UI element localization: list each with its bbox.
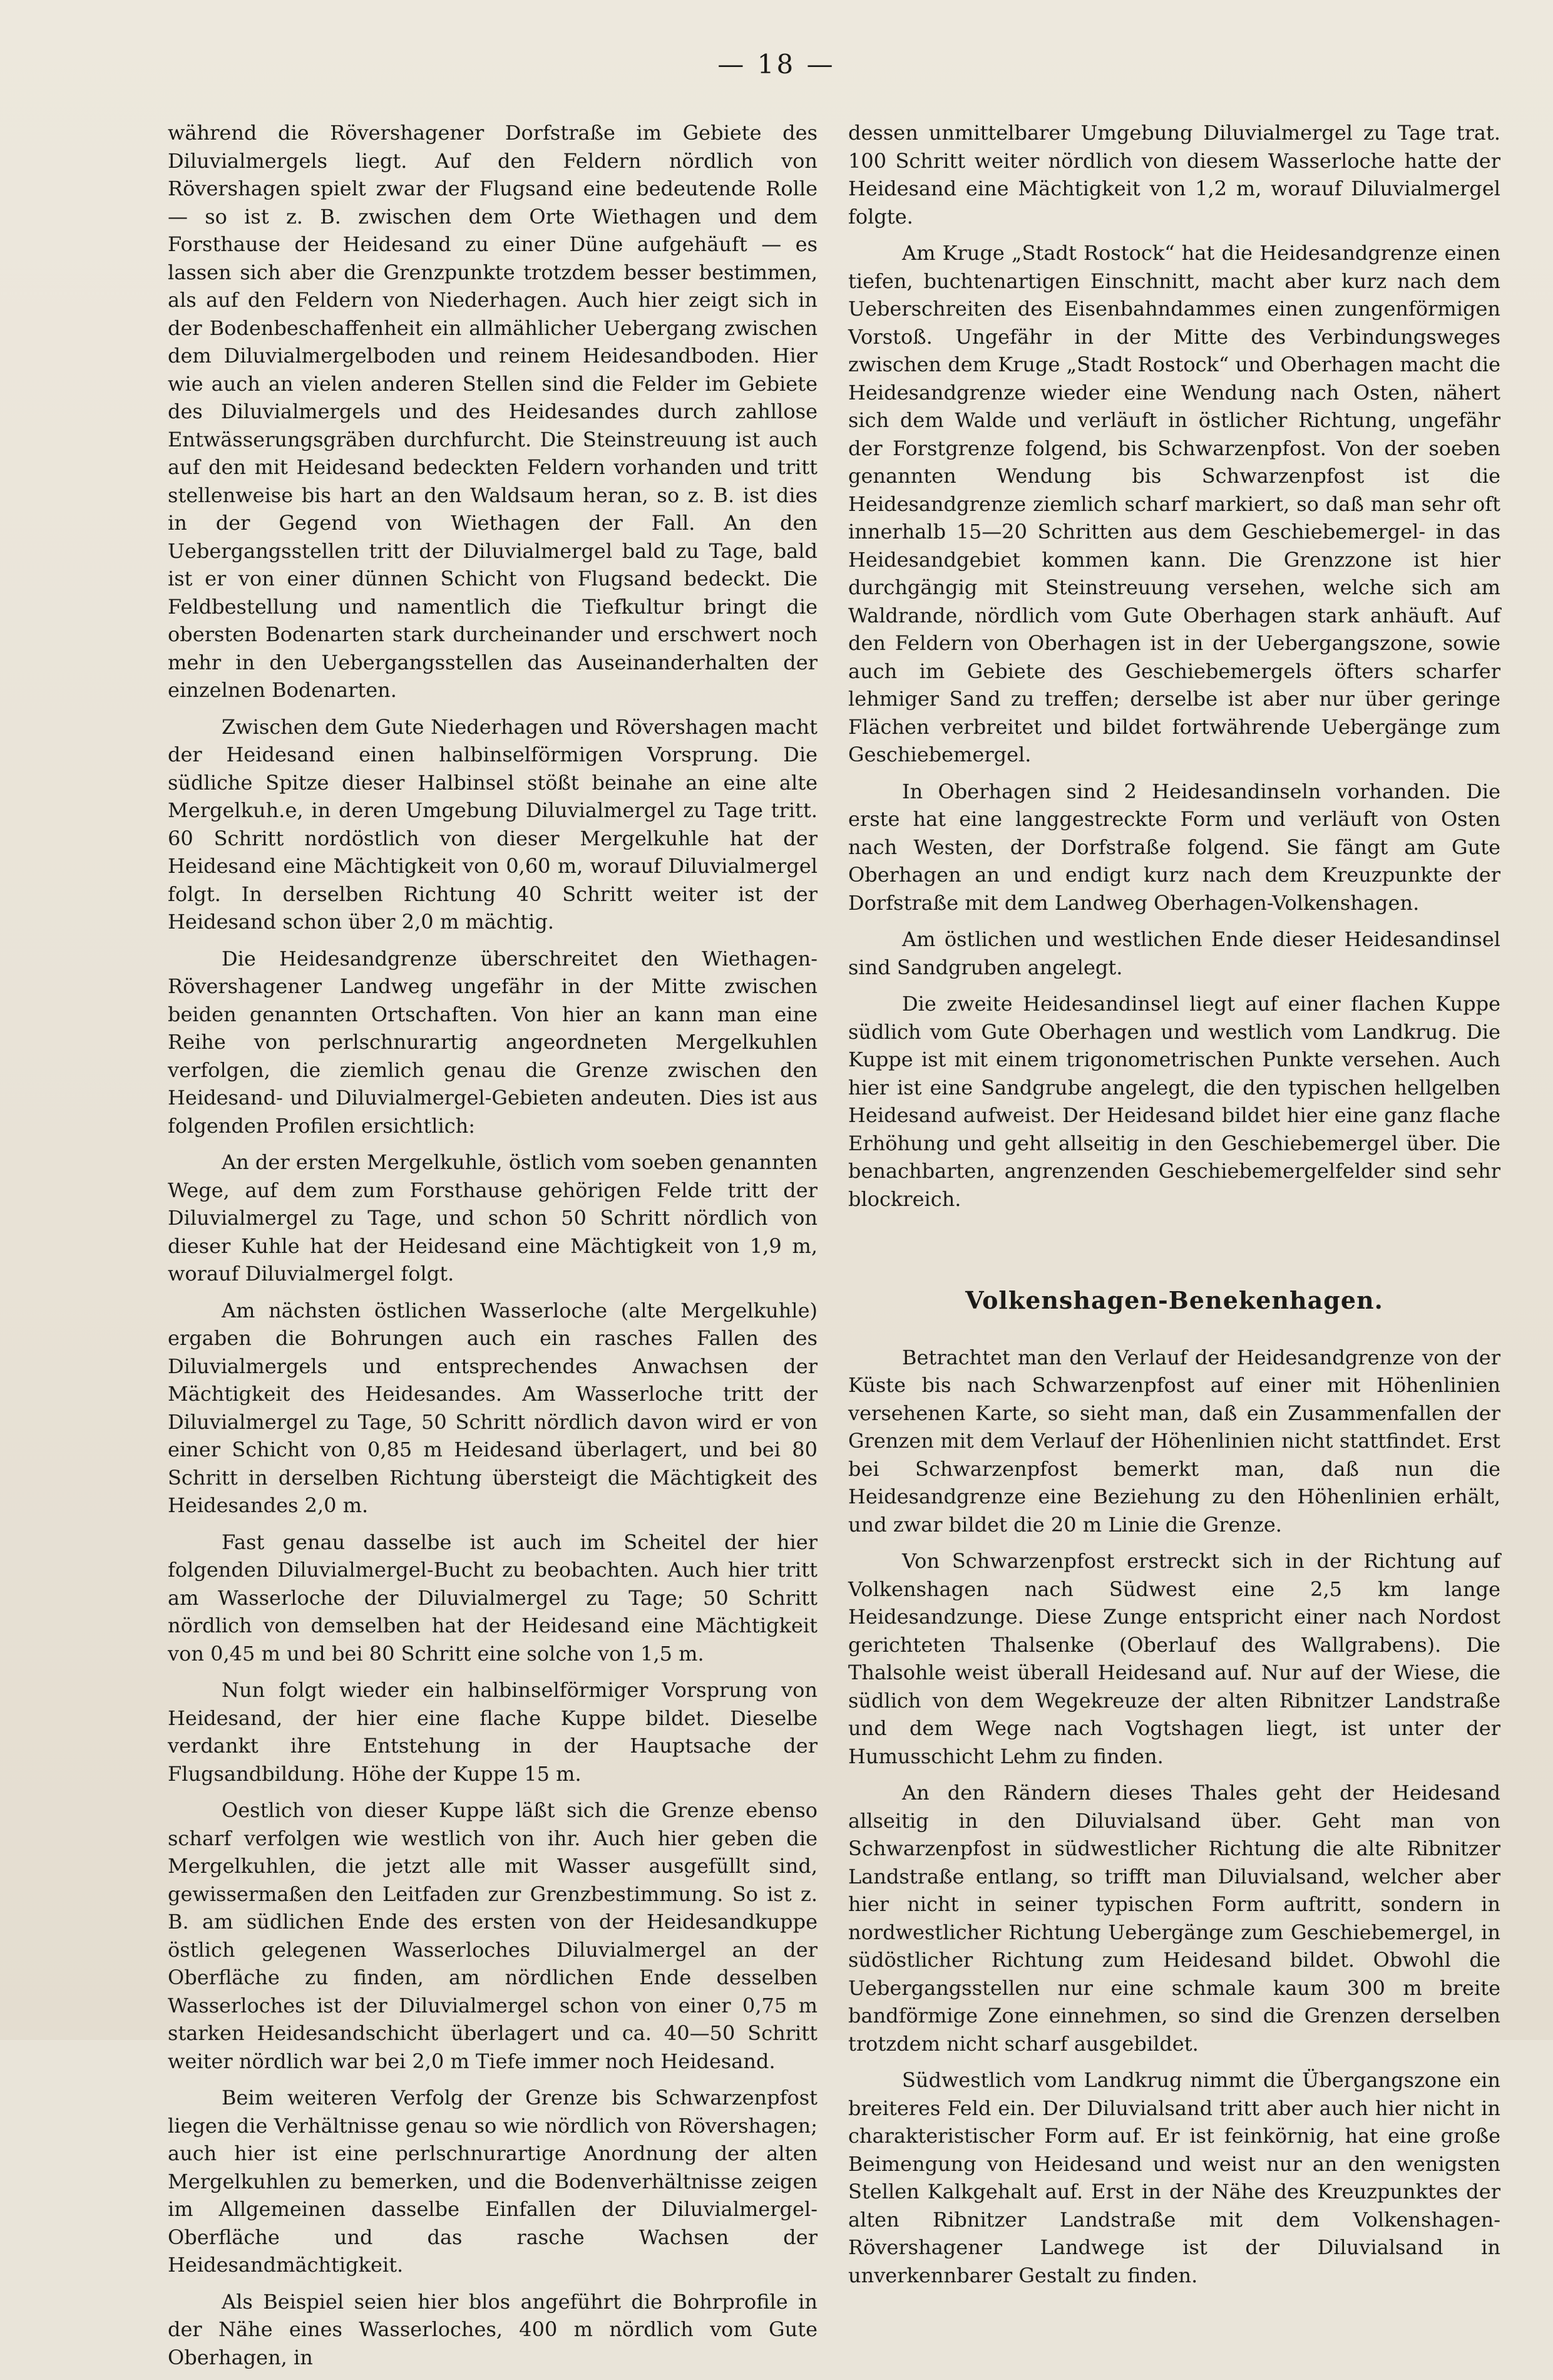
paragraph: Die zweite Heidesandinsel liegt auf einer flachen Kuppe südlich vom Gute Oberhagen und westlich vom Landkrug. Die Kuppe ist mit einem trigonometrischen Punkte versehen. Auch hier ist eine Sandgrube angelegt, die den typischen hellgelben Heidesand aufweist. Der Heidesand bildet hier eine ganz flache Erhöhung und geht allseitig in den Geschiebemergel über. Die benachbarten, angrenzenden Geschiebemergelfelder sind sehr blockreich.: [848, 992, 1500, 1211]
paragraph: Von Schwarzenpfost erstreckt sich in der Richtung auf Volkenshagen nach Südwest eine 2,5 km lange Heidesandzunge. Diese Zunge entspricht einer nach Nordost gerichteten Thalsenke (Oberlauf des Wallgrabens). Die Thalsohle weist überall Heidesand auf. Nur auf der Wiese, die südlich von dem Wegekreuze der alten Ribnitzer Landstraße und dem Wege nach Vogtshagen liegt, ist unter der Humusschicht Lehm zu finden.: [848, 1549, 1500, 1768]
paragraph: Am Kruge „Stadt Rostock“ hat die Heidesandgrenze einen tiefen, buchtenartigen Einschnitt, macht aber kurz nach dem Ueberschreiten des Eisenbahndammes einen zungenförmigen Vorstoß. Ungefähr in der Mitte des Verbindungsweges zwischen dem Kruge „Stadt Rostock“ und Oberhagen macht die Heidesandgrenze wieder eine Wendung nach Osten, nähert sich dem Walde und verläuft in östlicher Richtung, ungefähr der Forstgrenze folgend, bis Schwarzenpfost. Von der soeben genannten Wendung bis Schwarzenpfost ist die Heidesandgrenze ziemlich scharf markiert, so daß man sehr oft innerhalb 15—20 Schritten aus dem Geschiebemergel- in das Heidesandgebiet kommen kann. Die Grenzzone ist hier durchgängig mit Steinstreuung versehen, welche sich am Waldrande, nördlich vom Gute Oberhagen stark anhäuft. Auf den Feldern von Oberhagen ist in der Uebergangszone, sowie auch im Gebiete des Geschiebemergels öfters scharfer lehmiger Sand zu treffen; derselbe ist aber nur über geringe Flächen verbreitet und bildet fortwährende Uebergänge zum Geschiebemergel.: [848, 241, 1500, 766]
paragraph: Südwestlich vom Landkrug nimmt die Übergangszone ein breiteres Feld ein. Der Diluvialsand tritt aber auch hier nicht in charakteristischer Form auf. Er ist feinkörnig, hat eine große Beimengung von Heidesand und weist nur an den wenigsten Stellen Kalkgehalt auf. Erst in der Nähe des Kreuzpunktes der alten Ribnitzer Landstraße mit dem Volkenshagen-Rövershagener Landwege ist der Diluvialsand in unverkennbarer Gestalt zu finden.: [848, 2068, 1500, 2287]
paragraph: Fast genau dasselbe ist auch im Scheitel der hier folgenden Diluvialmergel-Bucht zu beobachten. Auch hier tritt am Wasserloche der Diluvialmergel zu Tage; 50 Schritt nördlich von demselben hat der Heidesand eine Mächtigkeit von 0,45 m und bei 80 Schritt eine solche von 1,5 m.: [168, 1530, 818, 1666]
paragraph: An der ersten Mergelkuhle, östlich vom soeben genannten Wege, auf dem zum Forsthause gehörigen Felde tritt der Diluvialmergel zu Tage, und schon 50 Schritt nördlich von dieser Kuhle hat der Heidesand eine Mächtigkeit von 1,9 m, worauf Diluvialmergel folgt.: [168, 1150, 818, 1285]
page-number: — 18 —: [717, 49, 836, 80]
paragraph: dessen unmittelbarer Umgebung Diluvialmergel zu Tage trat. 100 Schritt weiter nördlich von diesem Wasserloche hatte der Heidesand eine Mächtigkeit von 1,2 m, worauf Diluvialmergel folgte.: [848, 121, 1500, 229]
paragraph: Betrachtet man den Verlauf der Heidesandgrenze von der Küste bis nach Schwarzenpfost auf einer mit Höhenlinien versehenen Karte, so sieht man, daß ein Zusammenfallen der Grenzen mit dem Verlauf der Höhenlinien nicht stattfindet. Erst bei Schwarzenpfost bemerkt man, daß nun die Heidesandgrenze eine Beziehung zu den Höhenlinien erhält, und zwar bildet die 20 m Linie die Grenze.: [848, 1345, 1500, 1537]
paragraph: Am östlichen und westlichen Ende dieser Heidesandinsel sind Sandgruben angelegt.: [848, 927, 1500, 979]
paragraph: Die Heidesandgrenze überschreitet den Wiethagen-Rövershagener Landweg ungefähr in der Mitte zwischen beiden genannten Ortschaften. Von hier an kann man eine Reihe von perlschnurartig angeordneten Mergelkuhlen verfolgen, die ziemlich genau die Grenze zwischen den Heidesand- und Diluvialmergel-Gebieten andeuten. Dies ist aus folgenden Profilen ersichtlich:: [168, 946, 818, 1138]
paragraph: Beim weiteren Verfolg der Grenze bis Schwarzenpfost liegen die Verhältnisse genau so wie nördlich von Rövershagen; auch hier ist eine perlschnurartige Anordnung der alten Mergelkuhlen zu bemerken, und die Bodenverhältnisse zeigen im Allgemeinen dasselbe Einfallen der Diluvialmergel-Oberfläche und das rasche Wachsen der Heidesandmächtigkeit.: [168, 2086, 818, 2277]
paragraph: In Oberhagen sind 2 Heidesandinseln vorhanden. Die erste hat eine langgestreckte Form und verläuft von Osten nach Westen, der Dorfstraße folgend. Sie fängt am Gute Oberhagen an und endigt kurz nach dem Kreuzpunkte der Dorfstraße mit dem Landweg Oberhagen-Volkenshagen.: [848, 779, 1500, 915]
left-column: [168, 119, 818, 2380]
paragraph: An den Rändern dieses Thales geht der Heidesand allseitig in den Diluvialsand über. Geht man von Schwarzenpfost in südwestlicher Richtung die alte Ribnitzer Landstraße entlang, so trifft man Diluvialsand, welcher aber hier nicht in seiner typischen Form auftritt, sondern in nordwestlicher Richtung Uebergänge zum Geschiebemergel, in südöstlicher Richtung zum Heidesand bildet. Obwohl die Uebergangsstellen nur eine schmale kaum 300 m breite bandförmige Zone einnehmen, so sind die Grenzen derselben trotzdem nicht scharf ausgebildet.: [848, 1781, 1500, 2056]
section-heading: Volkenshagen-Benekenhagen.: [965, 1286, 1383, 1314]
right-column: [848, 119, 1500, 2298]
paragraph: Oestlich von dieser Kuppe läßt sich die Grenze ebenso scharf verfolgen wie westlich von ihr. Auch hier geben die Mergelkuhlen, die jetzt alle mit Wasser ausgefüllt sind, gewissermaßen den Leitfaden zur Grenzbestimmung. So ist z. B. am südlichen Ende des ersten von der Heidesandkuppe östlich gelegenen Wasserloches Diluvialmergel an der Oberfläche zu finden, am nördlichen Ende desselben Wasserloches ist der Diluvialmergel schon von einer 0,75 m starken Heidesandschicht überlagert und ca. 40—50 Schritt weiter nördlich war bei 2,0 m Tiefe immer noch Heidesand.: [168, 1798, 818, 2073]
paragraph: Nun folgt wieder ein halbinselförmiger Vorsprung von Heidesand, der hier eine flache Kuppe bildet. Dieselbe verdankt ihre Entstehung in der Hauptsache der Flugsandbildung. Höhe der Kuppe 15 m.: [168, 1678, 818, 1786]
paragraph: Am nächsten östlichen Wasserloche (alte Mergelkuhle) ergaben die Bohrungen auch ein rasches Fallen des Diluvialmergels und entsprechendes Anwachsen der Mächtigkeit des Heidesandes. Am Wasserloche tritt der Diluvialmergel zu Tage, 50 Schritt nördlich davon wird er von einer Schicht von 0,85 m Heidesand überlagert, und bei 80 Schritt in derselben Richtung übersteigt die Mächtigkeit des Heidesandes 2,0 m.: [168, 1298, 818, 1517]
paragraph: Als Beispiel seien hier blos angeführt die Bohrprofile in der Nähe eines Wasserloches, 400 m nördlich vom Gute Oberhagen, in: [168, 2289, 818, 2369]
paragraph: während die Rövershagener Dorfstraße im Gebiete des Diluvialmergels liegt. Auf den Feldern nördlich von Rövershagen spielt zwar der Flugsand eine bedeutende Rolle — so ist z. B. zwischen dem Orte Wiethagen und dem Forsthause der Heidesand zu einer Düne aufgehäuft — es lassen sich aber die Grenzpunkte trotzdem besser bestimmen, als auf den Feldern von Niederhagen. Auch hier zeigt sich in der Bodenbeschaffenheit ein allmählicher Uebergang zwischen dem Diluvialmergelboden und reinem Heidesandboden. Hier wie auch an vielen anderen Stellen sind die Felder im Gebiete des Diluvialmergels und des Heidesandes durch zahllose Entwässerungsgräben durchfurcht. Die Steinstreuung ist auch auf den mit Heidesand bedeckten Feldern vorhanden und tritt stellenweise bis hart an den Waldsaum heran, so z. B. ist dies in der Gegend von Wiethagen der Fall. An den Uebergangsstellen tritt der Diluvialmergel bald zu Tage, bald ist er von einer dünnen Schicht von Flugsand bedeckt. Die Feldbestellung und namentlich die Tiefkultur bringt die obersten Bodenarten stark durcheinander und erschwert noch mehr in den Uebergangsstellen das Auseinanderhalten der einzelnen Bodenarten.: [168, 121, 818, 702]
paragraph: Zwischen dem Gute Niederhagen und Rövershagen macht der Heidesand einen halbinselförmigen Vorsprung. Die südliche Spitze dieser Halbinsel stößt beinahe an eine alte Mergelkuh.e, in deren Umgebung Diluvialmergel zu Tage tritt. 60 Schritt nordöstlich von dieser Mergelkuhle hat der Heidesand eine Mächtigkeit von 0,60 m, worauf Diluvialmergel folgt. In derselben Richtung 40 Schritt weiter ist der Heidesand schon über 2,0 m mächtig.: [168, 714, 818, 934]
